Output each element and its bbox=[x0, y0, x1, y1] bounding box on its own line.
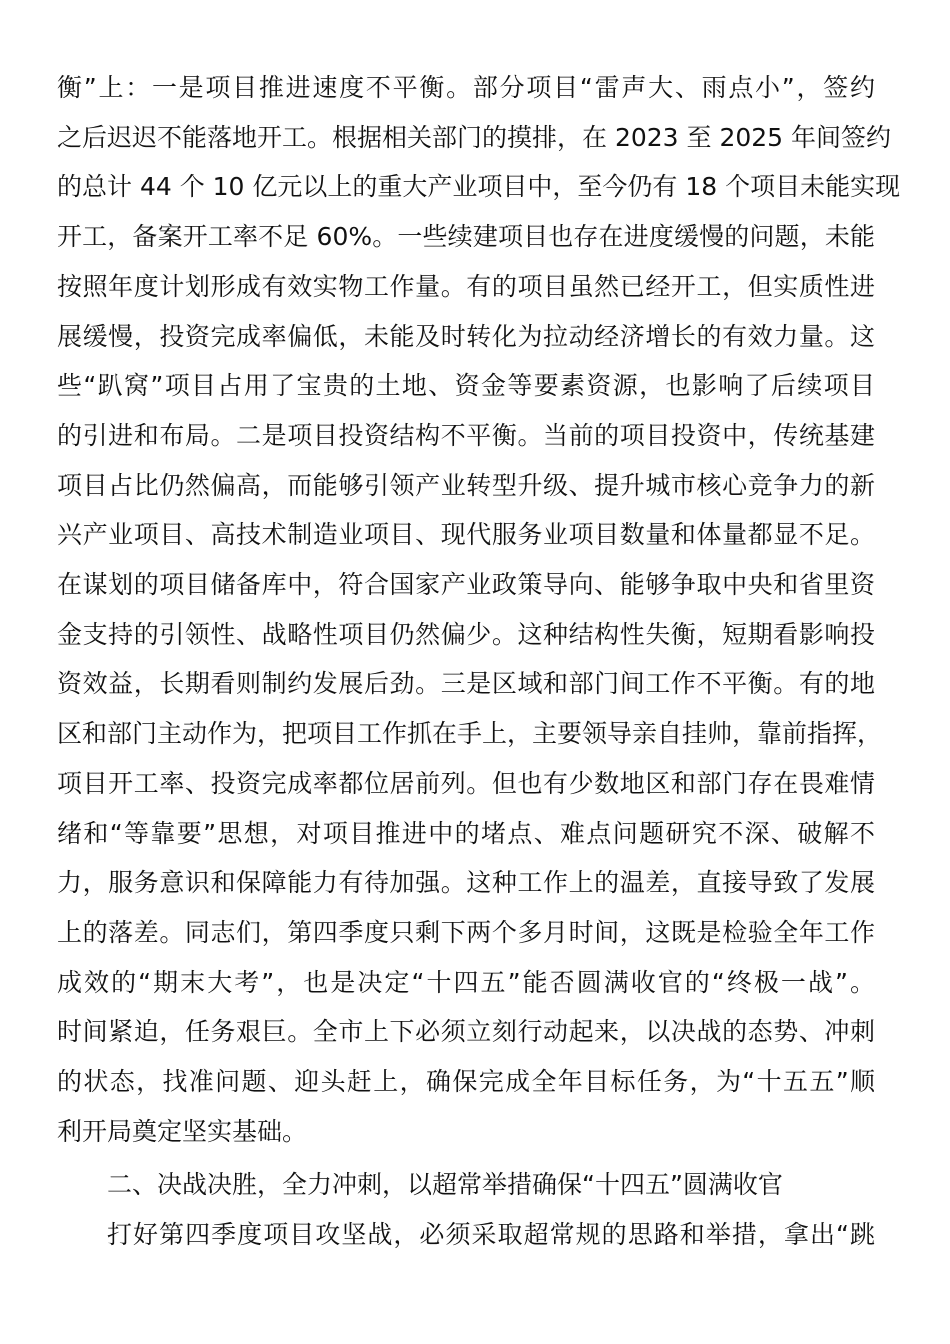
paragraph-line: 的总计 44 个 10 亿元以上的重大产业项目中，至今仍有 18 个项目未能实现 bbox=[57, 172, 901, 202]
paragraph-line: 之后迟迟不能落地开工。根据相关部门的摸排，在 2023 至 2025 年间签约 bbox=[57, 122, 892, 152]
paragraph-line: 上的落差。同志们，第四季度只剩下两个多月时间，这既是检验全年工作 bbox=[57, 917, 875, 947]
paragraph-line: 展缓慢，投资完成率偏低，未能及时转化为拉动经济增长的有效力量。这 bbox=[57, 321, 875, 351]
paragraph-line: 时间紧迫，任务艰巨。全市上下必须立刻行动起来，以决战的态势、冲刺 bbox=[57, 1017, 875, 1047]
paragraph-line: 资效益，长期看则制约发展后劲。三是区域和部门间工作不平衡。有的地 bbox=[57, 669, 875, 699]
paragraph-line: 区和部门主动作为，把项目工作抓在手上，主要领导亲自挂帅，靠前指挥， bbox=[57, 719, 883, 749]
paragraph-line: 些“趴窝”项目占用了宝贵的土地、资金等要素资源，也影响了后续项目 bbox=[57, 371, 875, 401]
paragraph-line: 按照年度计划形成有效实物工作量。有的项目虽然已经开工，但实质性进 bbox=[57, 271, 875, 301]
paragraph-line: 的引进和布局。二是项目投资结构不平衡。当前的项目投资中，传统基建 bbox=[57, 420, 875, 450]
paragraph-line: 利开局奠定坚实基础。 bbox=[57, 1116, 308, 1146]
paragraph-line: 兴产业项目、高技术制造业项目、现代服务业项目数量和体量都显不足。 bbox=[57, 520, 875, 550]
paragraph-line: 力，服务意识和保障能力有待加强。这种工作上的温差，直接导致了发展 bbox=[57, 868, 875, 898]
paragraph-line: 开工，备案开工率不足 60%。一些续建项目也存在进度缓慢的问题，未能 bbox=[57, 222, 875, 252]
paragraph-line: 的状态，找准问题、迎头赶上，确保完成全年目标任务，为“十五五”顺 bbox=[57, 1067, 875, 1096]
paragraph-line: 绪和“等靠要”思想，对项目推进中的堵点、难点问题研究不深、破解不 bbox=[57, 818, 875, 848]
paragraph-line: 在谋划的项目储备库中，符合国家产业政策导向、能够争取中央和省里资 bbox=[57, 570, 875, 599]
paragraph-line: 打好第四季度项目攻坚战，必须采取超常规的思路和举措，拿出“跳 bbox=[107, 1220, 875, 1249]
paragraph-line: 衡”上：一是项目推进速度不平衡。部分项目“雷声大、雨点小”，签约 bbox=[57, 73, 875, 102]
paragraph-line: 成效的“期末大考”，也是决定“十四五”能否圆满收官的“终极一战”。 bbox=[57, 967, 875, 997]
paragraph-line: 项目开工率、投资完成率都位居前列。但也有少数地区和部门存在畏难情 bbox=[57, 768, 875, 798]
paragraph-line: 金支持的引领性、战略性项目仍然偏少。这种结构性失衡，短期看影响投 bbox=[57, 619, 875, 649]
paragraph-line: 项目占比仍然偏高，而能够引领产业转型升级、提升城市核心竞争力的新 bbox=[57, 470, 875, 500]
section-heading: 二、决战决胜，全力冲刺，以超常举措确保“十四五”圆满收官 bbox=[107, 1170, 783, 1199]
